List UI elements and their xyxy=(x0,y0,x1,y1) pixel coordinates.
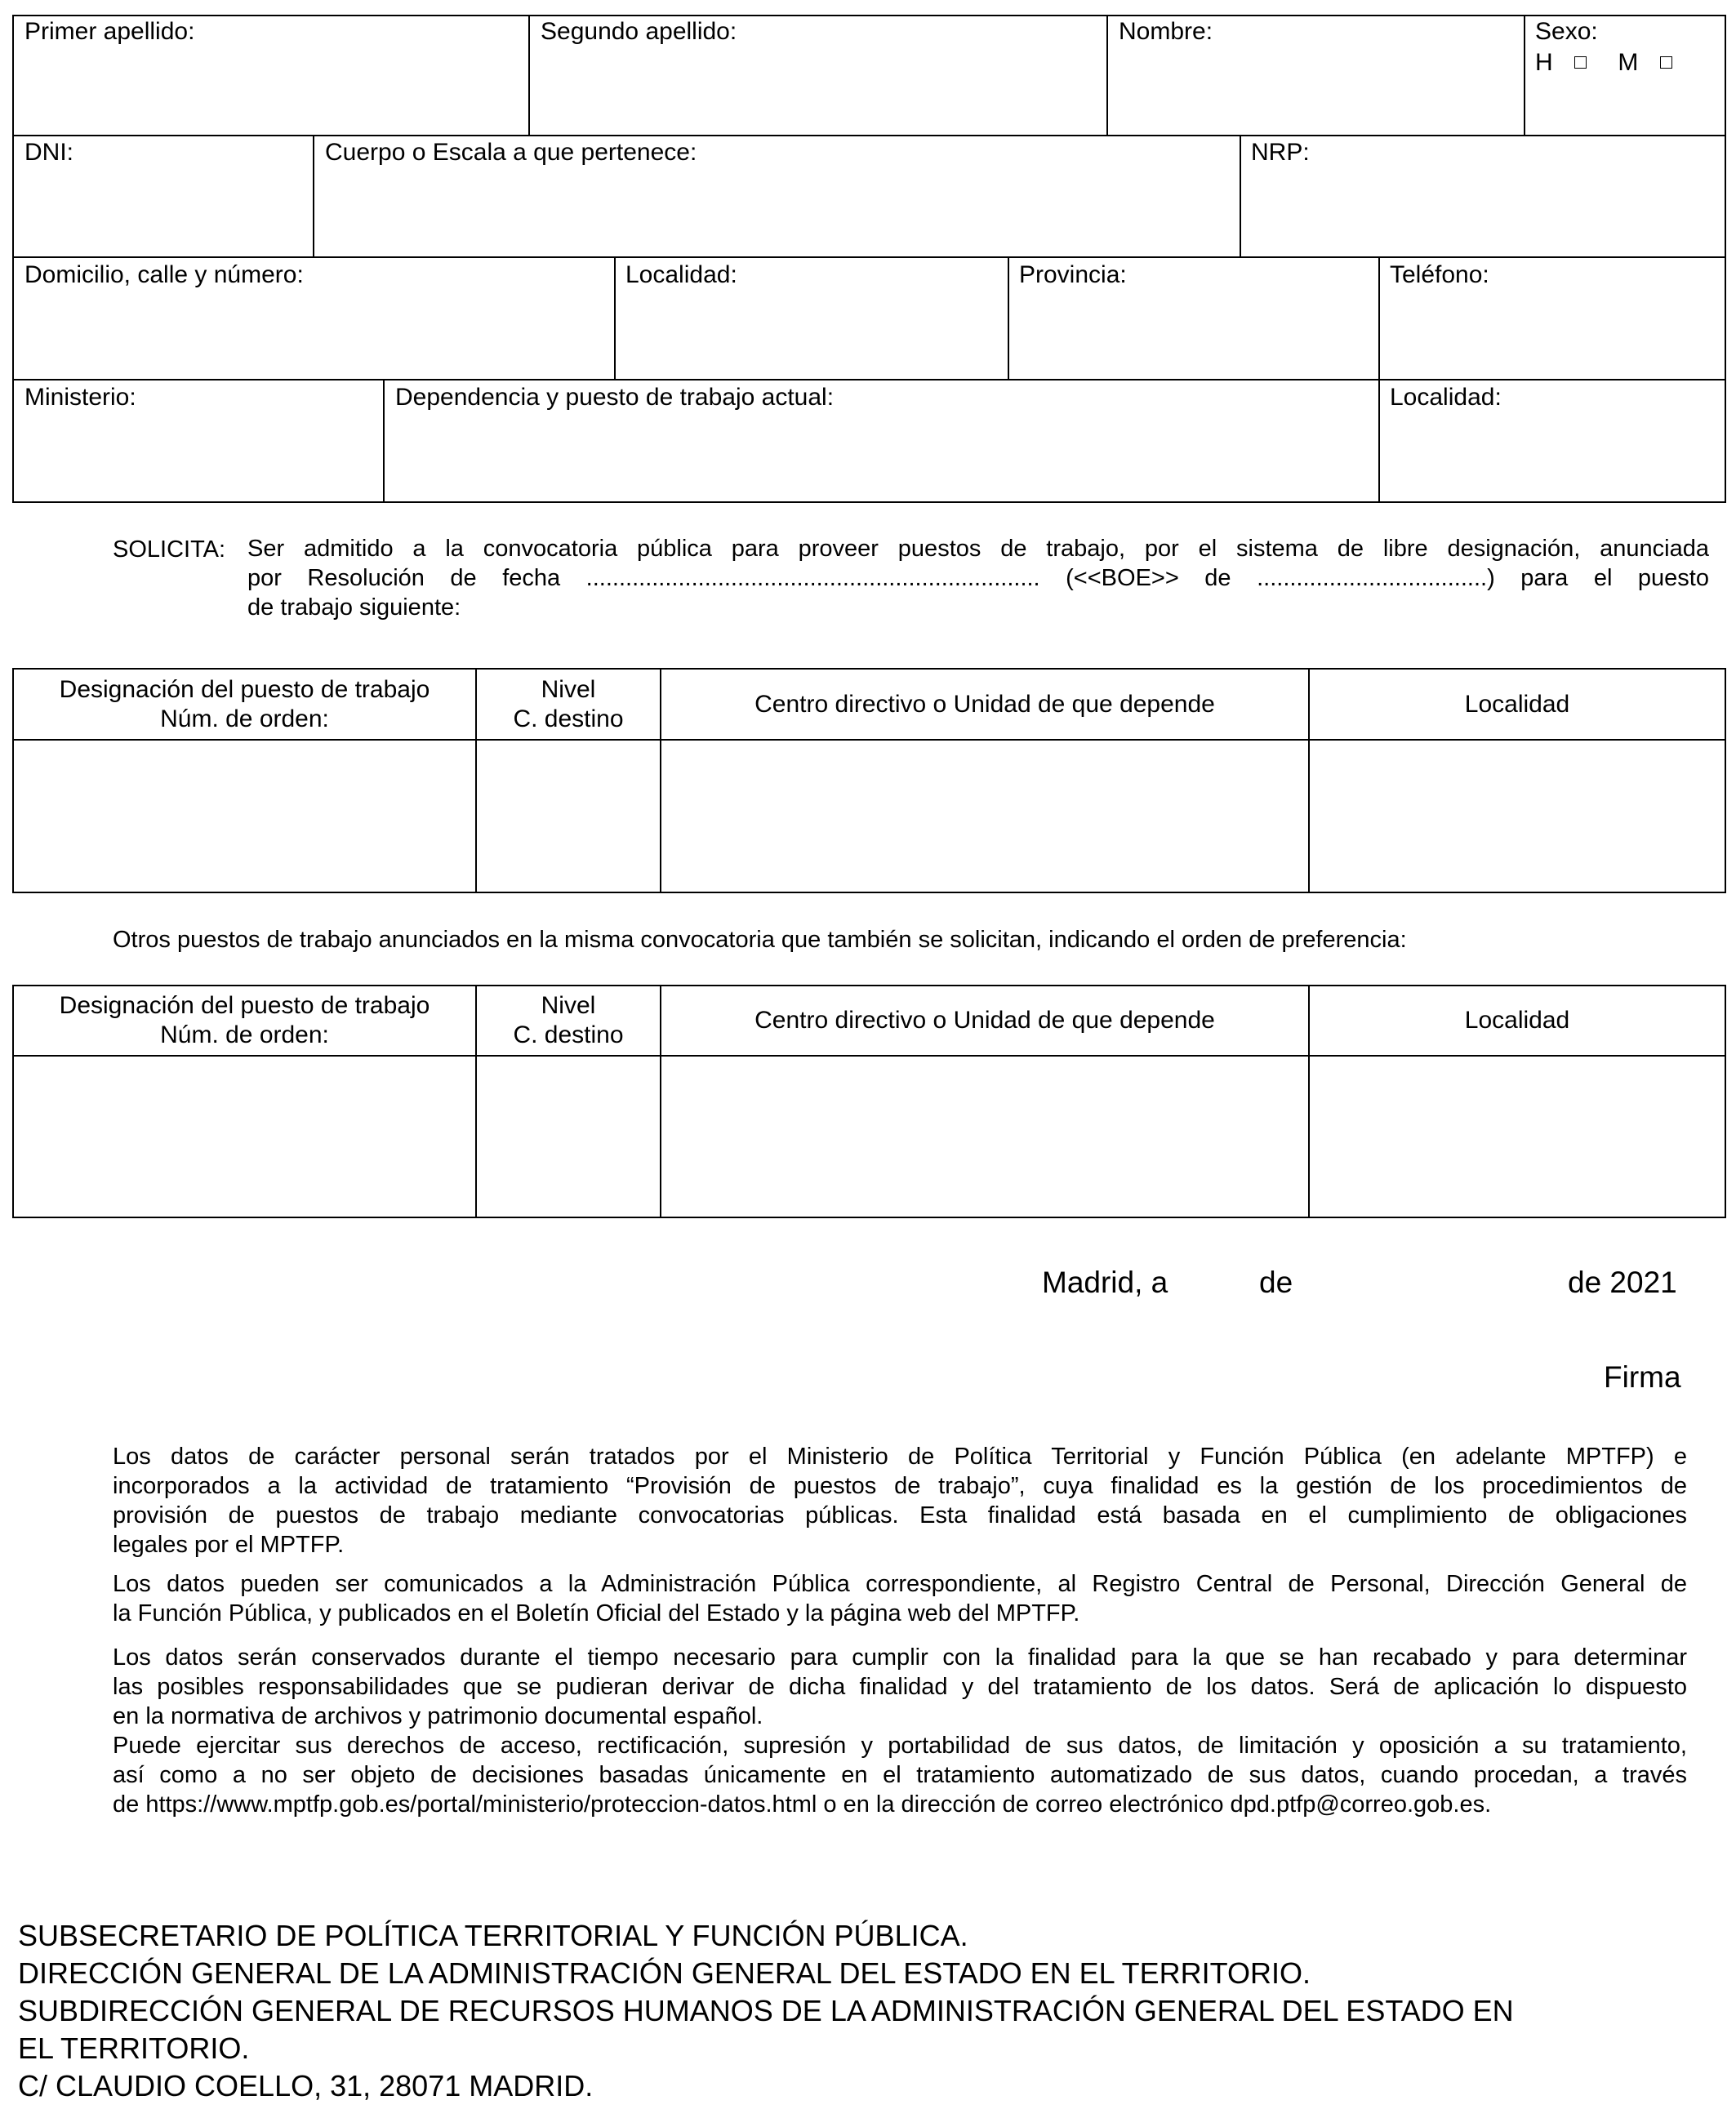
cuerpo-field[interactable] xyxy=(325,139,697,167)
cuerpo-label: Cuerpo o Escala a que pertenece: xyxy=(325,139,697,166)
col-divider xyxy=(383,379,385,503)
col-divider xyxy=(313,135,314,257)
footer-line: SUBDIRECCIÓN GENERAL DE RECURSOS HUMANOS DE LA ADMINISTRACIÓN GENERAL DEL ESTADO EN xyxy=(18,1994,1514,2027)
sexo-m-checkbox[interactable] xyxy=(1660,56,1672,69)
table1-designacion-cell[interactable] xyxy=(14,741,475,892)
segundo-apellido-field[interactable] xyxy=(541,18,737,46)
nrp-label: NRP: xyxy=(1251,139,1310,166)
solicita-label: SOLICITA: xyxy=(113,536,226,563)
segundo-apellido-label: Segundo apellido: xyxy=(541,18,737,45)
table1-localidad-cell[interactable] xyxy=(1310,741,1725,892)
footer-line: DIRECCIÓN GENERAL DE LA ADMINISTRACIÓN GENERAL DEL ESTADO EN EL TERRITORIO. xyxy=(18,1956,1311,1990)
col-divider xyxy=(1240,135,1241,257)
table2-nivel-cell[interactable] xyxy=(477,1057,660,1217)
footer-line: SUBSECRETARIO DE POLÍTICA TERRITORIAL Y FUNCIÓN PÚBLICA. xyxy=(18,1919,968,1952)
sexo-label: Sexo: xyxy=(1535,18,1598,45)
privacy-line: Los datos pueden ser comunicados a la Administración Pública correspondiente, al Registro Central de Personal, Dirección General de xyxy=(113,1571,1687,1597)
footer-address xyxy=(18,1917,1514,2105)
col-divider xyxy=(1008,256,1009,380)
col-divider xyxy=(1378,379,1380,503)
domicilio-label: Domicilio, calle y número: xyxy=(24,261,304,288)
nrp-field[interactable] xyxy=(1251,139,1310,167)
row-divider xyxy=(12,379,1726,380)
privacy-line: Los datos de carácter personal serán tratados por el Ministerio de Política Territorial y Función Pública (en adelante MPTFP) e xyxy=(113,1444,1687,1470)
privacy-line: las posibles responsabilidades que se pudieran derivar de dicha finalidad y del tratamiento de los datos. Será de aplicación lo dispuesto xyxy=(113,1674,1687,1700)
ministerio-field[interactable] xyxy=(24,384,136,412)
nombre-field[interactable] xyxy=(1119,18,1213,46)
header-nivel xyxy=(477,986,660,1055)
header-localidad xyxy=(1310,986,1725,1055)
table1-centro-cell[interactable] xyxy=(661,741,1308,892)
localidad-field[interactable] xyxy=(625,261,737,289)
header-designacion-line2: Núm. de orden: xyxy=(160,1021,329,1048)
header-designacion-line2: Núm. de orden: xyxy=(160,705,329,732)
primer-apellido-field[interactable] xyxy=(24,18,194,46)
localidad-actual-field[interactable] xyxy=(1390,384,1502,412)
header-nivel-line1: Nivel xyxy=(541,675,596,703)
header-designacion-line1: Designación del puesto de trabajo xyxy=(59,992,430,1019)
header-nivel-line2: C. destino xyxy=(513,705,624,732)
dependencia-label: Dependencia y puesto de trabajo actual: xyxy=(395,384,835,411)
privacy-paragraph-2 xyxy=(113,1569,1687,1628)
ministerio-label: Ministerio: xyxy=(24,384,136,411)
dni-label: DNI: xyxy=(24,139,73,166)
fecha-anio: de 2021 xyxy=(1568,1266,1677,1299)
solicita-text xyxy=(247,534,1709,622)
solicita-line: de trabajo siguiente: xyxy=(247,594,461,621)
otros-puestos-text: Otros puestos de trabajo anunciados en la misma convocatoria que también se solicitan, indicando el orden de preferencia: xyxy=(113,927,1407,953)
telefono-label: Teléfono: xyxy=(1390,261,1489,288)
domicilio-field[interactable] xyxy=(24,261,304,289)
header-localidad xyxy=(1310,670,1725,739)
fecha-de: de xyxy=(1259,1266,1293,1299)
privacy-line: incorporados a la actividad de tratamiento “Provisión de puestos de trabajo”, cuya finalidad es la gestión de los procedimientos de xyxy=(113,1473,1687,1499)
header-centro xyxy=(661,986,1308,1055)
localidad-actual-label: Localidad: xyxy=(1390,384,1502,411)
privacy-line: Los datos serán conservados durante el tiempo necesario para cumplir con la finalidad para la que se han recabado y para determinar xyxy=(113,1644,1687,1671)
header-nivel-line1: Nivel xyxy=(541,992,596,1019)
table2-localidad-cell[interactable] xyxy=(1310,1057,1725,1217)
dependencia-field[interactable] xyxy=(395,384,834,412)
provincia-field[interactable] xyxy=(1019,261,1127,289)
privacy-line: de https://www.mptfp.gob.es/portal/ministerio/proteccion-datos.html o en la dirección de correo electrónico dpd.ptfp@correo.gob.es. xyxy=(113,1791,1492,1818)
sexo-h-label: H xyxy=(1535,49,1553,76)
table2-designacion-cell[interactable] xyxy=(14,1057,475,1217)
header-designacion-line1: Designación del puesto de trabajo xyxy=(59,675,430,703)
footer-line: EL TERRITORIO. xyxy=(18,2031,250,2065)
privacy-line: legales por el MPTFP. xyxy=(113,1532,345,1558)
header-localidad-text: Localidad xyxy=(1464,1007,1570,1034)
footer-line: C/ CLAUDIO COELLO, 31, 28071 MADRID. xyxy=(18,2069,594,2103)
privacy-paragraph-1 xyxy=(113,1442,1687,1560)
fecha-madrid: Madrid, a xyxy=(1042,1266,1168,1299)
firma-label: Firma xyxy=(1604,1360,1681,1394)
col-divider xyxy=(1378,256,1380,380)
header-centro xyxy=(661,670,1308,739)
primer-apellido-label: Primer apellido: xyxy=(24,18,195,45)
col-divider xyxy=(1106,15,1108,136)
privacy-line: así como a no ser objeto de decisiones basadas únicamente en el tratamiento automatizado de sus datos, cuando procedan, a través xyxy=(113,1762,1687,1788)
dni-field[interactable] xyxy=(24,139,73,167)
table2-centro-cell[interactable] xyxy=(661,1057,1308,1217)
table1-nivel-cell[interactable] xyxy=(477,741,660,892)
provincia-label: Provincia: xyxy=(1019,261,1127,288)
header-nivel xyxy=(477,670,660,739)
sexo-m-label: M xyxy=(1618,49,1639,76)
header-nivel-line2: C. destino xyxy=(513,1021,624,1048)
solicita-line: por Resolución de fecha ..................................................................... (<<BOE>> de ...................................) para el puesto xyxy=(247,565,1709,591)
col-divider xyxy=(528,15,530,136)
nombre-label: Nombre: xyxy=(1119,18,1213,45)
solicita-line: Ser admitido a la convocatoria pública para proveer puestos de trabajo, por el sistema de libre designación, anunciada xyxy=(247,536,1709,562)
header-localidad-text: Localidad xyxy=(1464,690,1570,718)
localidad-label: Localidad: xyxy=(625,261,737,288)
row-divider xyxy=(12,135,1726,136)
privacy-line: Puede ejercitar sus derechos de acceso, rectificación, supresión y portabilidad de sus datos, de limitación y oposición a su tratamiento, xyxy=(113,1733,1687,1759)
header-centro-text: Centro directivo o Unidad de que depende xyxy=(754,690,1215,718)
row-divider xyxy=(12,256,1726,258)
sexo-h-checkbox[interactable] xyxy=(1574,56,1587,69)
col-divider xyxy=(614,256,616,380)
header-designacion xyxy=(14,986,475,1055)
telefono-field[interactable] xyxy=(1390,261,1489,289)
col-divider xyxy=(1524,15,1525,136)
privacy-line: provisión de puestos de trabajo mediante convocatorias públicas. Esta finalidad está basada en el cumplimiento de obligaciones xyxy=(113,1502,1687,1529)
header-designacion xyxy=(14,670,475,739)
personal-data-table xyxy=(12,15,1726,503)
privacy-line: la Función Pública, y publicados en el Boletín Oficial del Estado y la página web del MPTFP. xyxy=(113,1600,1080,1626)
header-centro-text: Centro directivo o Unidad de que depende xyxy=(754,1007,1215,1034)
sexo-field xyxy=(1535,18,1677,77)
privacy-paragraph-3 xyxy=(113,1643,1687,1819)
privacy-line: en la normativa de archivos y patrimonio documental español. xyxy=(113,1703,763,1729)
